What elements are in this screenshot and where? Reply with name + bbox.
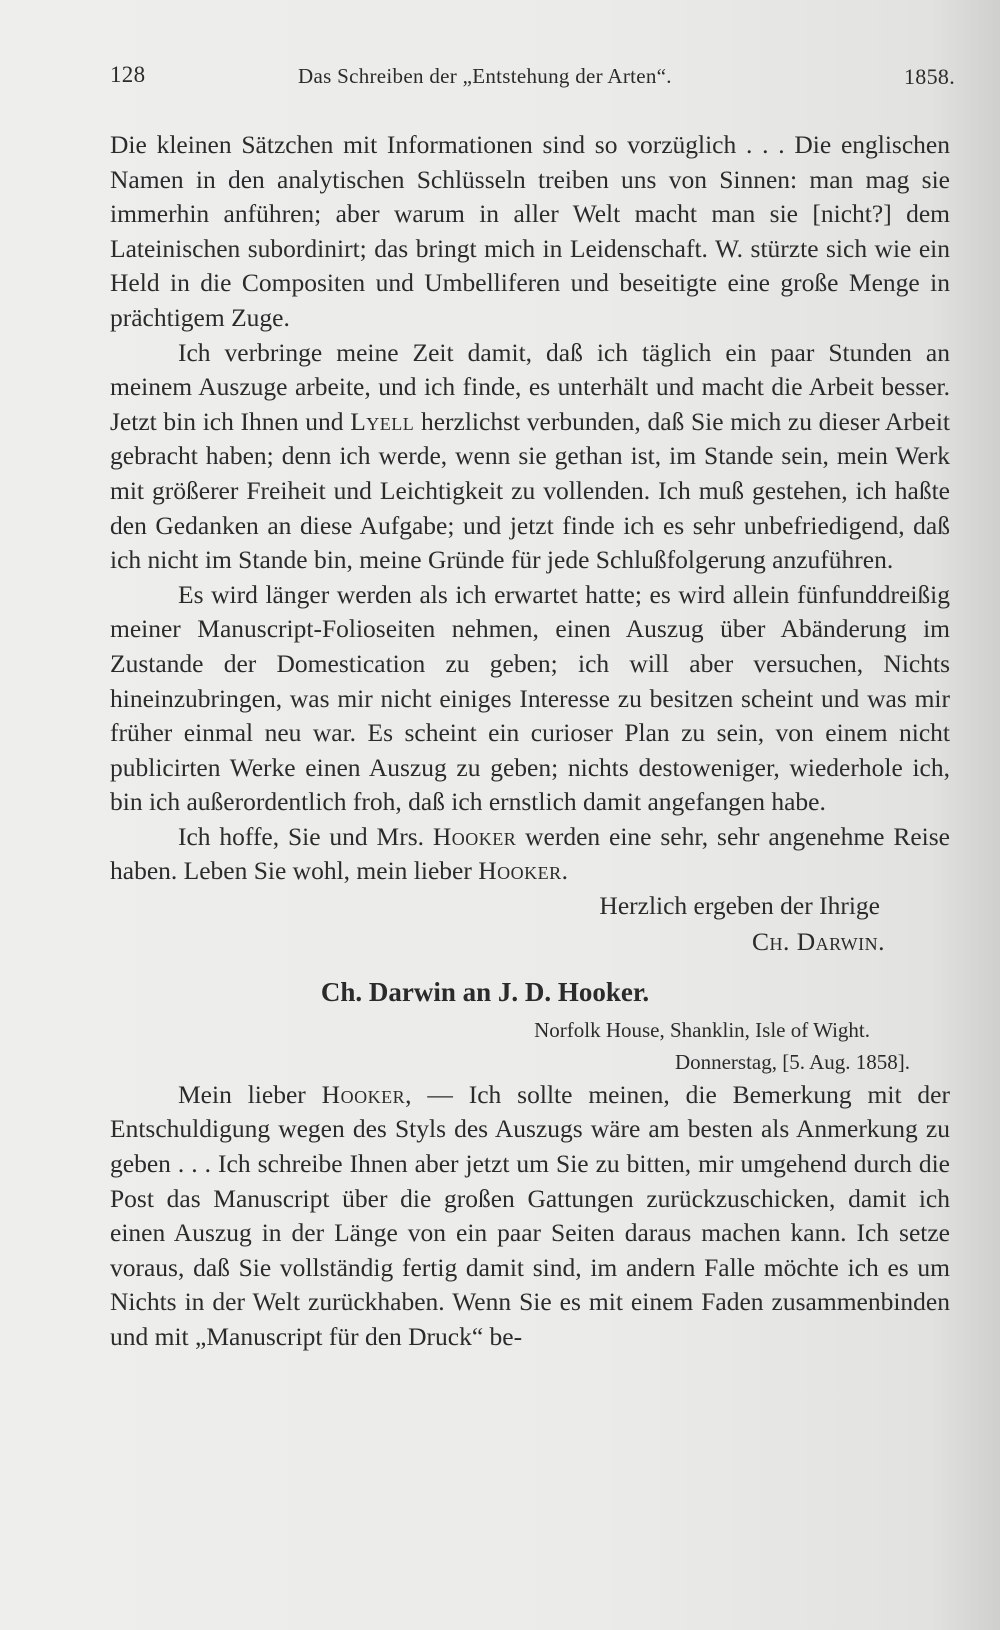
person-name: Hooker [478,856,562,886]
paragraph: Es wird länger werden als ich erwartet hatte; es wird allein fünfunddreißig meiner Manuscript-Folioseiten nehmen, einen Auszug über Abänderung im Zustande der Domestication zu geben; ich will aber versuchen, Nichts hineinzubringen, was mir nicht einiges Interesse zu besitzen scheint und was mir früher einmal neu war. Es scheint ein curioser Plan zu sein, von einem nicht publicirten Werke einen Auszug zu geben; nichts destoweniger, wiederhole ich, bin ich außerordentlich froh, daß ich ernstlich damit angefangen habe. [110,579,950,817]
running-title: Das Schreiben der „Entstehung der Arten“. [298,64,672,88]
paragraph: Die kleinen Sätzchen mit Informationen sind so vorzüglich . . . Die englischen Namen in den analytischen Schlüsseln treiben uns von Sinnen: man mag sie immerhin anführen; aber warum in aller Welt macht man sie [nicht?] dem Lateinischen subordinirt; das bringt mich in Leidenschaft. W. stürzte sich wie ein Held in die Compositen und Umbelliferen und beseitigte eine große Menge in prächtigem Zuge. [110,130,950,332]
paragraph [110,1078,950,1355]
closing-salutation: Herzlich ergeben der Ihrige [599,891,880,921]
page-header [110,62,955,92]
paragraph [110,820,950,889]
person-name: Lyell [350,406,415,436]
text-run: Ich hoffe, Sie und Mrs. [178,821,433,851]
body-text [110,128,950,1355]
text-run: herzlichst verbunden, daß Sie mich zu dieser Arbeit gebracht haben; denn ich werde, wenn sie gethan ist, im Stande sein, mein Werk mit größerer Freiheit und Leichtigkeit zu vollenden. Ich muß gestehen, ich haßte den Gedanken an diese Aufgabe; und jetzt finde ich es sehr unbefriedigend, daß ich nicht im Stande bin, meine Gründe für jede Schlußfolgerung anzuführen. [110,406,950,575]
text-run: Ich verbringe meine Zeit damit, daß ich täglich ein paar Stunden an meinem Auszuge arbeite, und ich finde, es unterhält und macht die Arbeit besser. Jetzt bin ich Ihnen und [110,337,950,436]
text-run: werden eine sehr, sehr angenehme Reise haben. Leben Sie wohl, mein lieber [110,821,950,886]
text-run: Mein lieber [178,1079,322,1109]
page-number: 128 [110,62,146,87]
signature [110,925,950,960]
paragraph [110,336,950,578]
person-name: Hooker [432,821,517,851]
text-run: , — Ich sollte meinen, die Bemerkung mit der Entschuldigung wegen des Styls des Auszugs wäre am besten als Anmerkung zu geben . . . Ich schreibe Ihnen aber jetzt um Sie zu bitten, mir umgehend durch die Post das Manuscript über die großen Gattungen zurückzuschicken, damit ich einen Auszug in der Länge von ein paar Seiten daraus machen kann. Ich setze voraus, daß Sie vollständig fertig damit sind, im andern Falle möchte ich es um Nichts in der Welt zurückhaben. Wenn Sie es mit einem Faden zusammenbinden und mit „Manuscript für den Druck“ be- [110,1079,950,1351]
header-year: 1858. [904,64,955,89]
signature-name: Ch. Darwin. [751,926,885,956]
text-run: . [561,856,569,886]
person-name: Hooker [321,1079,406,1109]
letter-heading: Ch. Darwin an J. D. Hooker. [320,977,650,1008]
letter-date: Donnerstag, [5. Aug. 1858]. [674,1049,910,1074]
letter-address: Norfolk House, Shanklin, Isle of Wight. [534,1017,870,1042]
